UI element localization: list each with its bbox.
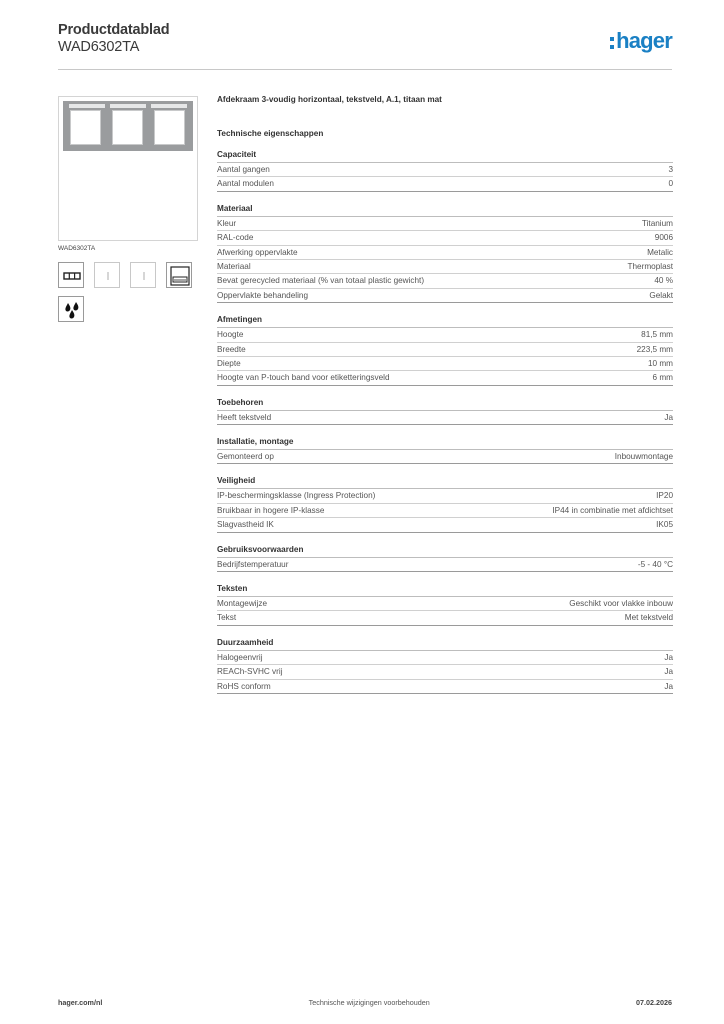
- spec-label: Hoogte van P-touch band voor etiketteringsveld: [217, 373, 390, 383]
- single-line-icon: [130, 262, 156, 288]
- spec-value: Inbouwmontage: [614, 452, 673, 462]
- spec-row: [217, 558, 673, 572]
- spec-value: 10 mm: [647, 358, 673, 368]
- tray-icon: [166, 262, 192, 288]
- product-image: [58, 96, 198, 241]
- spec-section: [217, 544, 673, 572]
- spec-value: Metalic: [647, 247, 673, 257]
- document-title: Productdatablad: [58, 22, 170, 38]
- spec-row: [217, 274, 673, 288]
- spec-value: 81,5 mm: [641, 330, 673, 340]
- section-title: Toebehoren: [217, 397, 673, 411]
- spec-label: Diepte: [217, 358, 241, 368]
- spec-value: Geschikt voor vlakke inbouw: [569, 599, 673, 609]
- spec-label: Afwerking oppervlakte: [217, 247, 298, 257]
- spec-section: [217, 583, 673, 626]
- spec-label: Montagewijze: [217, 599, 268, 609]
- spec-value: -5 - 40 °C: [637, 559, 673, 569]
- spec-section: [217, 397, 673, 425]
- spec-value: 9006: [654, 233, 673, 243]
- spec-label: Breedte: [217, 344, 246, 354]
- spec-label: Kleur: [217, 218, 237, 228]
- spec-row: [217, 289, 673, 303]
- spec-value: Gelakt: [649, 290, 673, 300]
- spec-section: [217, 149, 673, 192]
- product-description: Afdekraam 3-voudig horizontaal, tekstveld, A.1, titaan mat: [217, 95, 442, 104]
- hager-logo[interactable]: [610, 28, 672, 54]
- spec-label: REACh-SVHC vrij: [217, 667, 283, 677]
- spec-value: Ja: [664, 412, 673, 422]
- spec-value: 40 %: [654, 276, 673, 286]
- footer-notice: Technische wijzigingen voorbehouden: [308, 998, 430, 1007]
- spec-label: Oppervlakte behandeling: [217, 290, 309, 300]
- spec-row: [217, 450, 673, 464]
- spec-value: Thermoplast: [627, 261, 673, 271]
- spec-section: [217, 436, 673, 464]
- spec-row: [217, 357, 673, 371]
- spec-value: Ja: [664, 681, 673, 691]
- image-caption: WAD6302TA: [58, 245, 96, 252]
- section-title: Teksten: [217, 583, 673, 597]
- spec-value: 3: [668, 165, 673, 174]
- spec-row: [217, 217, 673, 231]
- spec-label: RAL-code: [217, 233, 254, 243]
- section-title: Veiligheid: [217, 475, 673, 489]
- spec-value: 0: [668, 179, 673, 189]
- spec-label: Bevat gerecycled materiaal (% van totaal plastic gewicht): [217, 276, 425, 286]
- spec-value: Ja: [664, 652, 673, 662]
- spec-row: [217, 651, 673, 665]
- spec-row: [217, 611, 673, 625]
- specifications: [217, 95, 673, 694]
- spec-value: 223,5 mm: [636, 344, 673, 354]
- feature-icons: [58, 262, 198, 288]
- spec-row: [217, 177, 673, 191]
- spec-section: [217, 314, 673, 386]
- spec-value: IP20: [656, 491, 673, 501]
- spec-row: [217, 260, 673, 274]
- spec-value: Ja: [664, 667, 673, 677]
- footer-website-link[interactable]: hager.com/nl: [58, 998, 103, 1007]
- spec-label: Slagvastheid IK: [217, 520, 274, 530]
- spec-row: [217, 246, 673, 260]
- triple-frame-icon: [58, 262, 84, 288]
- spec-row: [217, 597, 673, 611]
- spec-row: [217, 411, 673, 425]
- spec-label: Bedrijfstemperatuur: [217, 559, 289, 569]
- product-code: WAD6302TA: [58, 39, 140, 55]
- spec-label: Halogeenvrij: [217, 652, 263, 662]
- section-title: Duurzaamheid: [217, 637, 673, 651]
- spec-label: Heeft tekstveld: [217, 412, 272, 422]
- frame-illustration: [63, 101, 193, 151]
- section-title: Installatie, montage: [217, 436, 673, 450]
- spec-label: Materiaal: [217, 261, 251, 271]
- section-title: Gebruiksvoorwaarden: [217, 544, 673, 558]
- page-header: [58, 22, 672, 70]
- spec-row: [217, 343, 673, 357]
- spec-label: Aantal gangen: [217, 165, 270, 174]
- single-line-icon: [94, 262, 120, 288]
- spec-row: [217, 680, 673, 694]
- spec-value: Titanium: [641, 218, 673, 228]
- spec-row: [217, 665, 673, 679]
- spec-label: Tekst: [217, 613, 237, 623]
- footer-date: 07.02.2026: [636, 998, 672, 1007]
- section-title: Materiaal: [217, 203, 673, 217]
- spec-value: IP44 in combinatie met afdichtset: [552, 505, 673, 515]
- spec-row: [217, 371, 673, 385]
- spec-row: [217, 489, 673, 503]
- spec-sections: [217, 149, 673, 694]
- tech-properties-title: Technische eigenschappen: [217, 129, 324, 138]
- spec-label: Gemonteerd op: [217, 452, 274, 462]
- logo-dots-icon: [610, 37, 614, 49]
- spec-section: [217, 203, 673, 303]
- spec-row: [217, 231, 673, 245]
- logo-text: hager: [616, 28, 672, 53]
- spec-section: [217, 637, 673, 694]
- spec-label: Hoogte: [217, 330, 244, 340]
- spec-value: Met tekstveld: [624, 613, 673, 623]
- product-sidebar: [58, 96, 198, 322]
- section-title: Capaciteit: [217, 149, 673, 163]
- spec-section: [217, 475, 673, 532]
- spec-row: [217, 504, 673, 518]
- feature-icons-2: [58, 296, 198, 322]
- water-drops-icon: [58, 296, 84, 322]
- spec-row: [217, 518, 673, 532]
- spec-row: [217, 328, 673, 342]
- section-title: Afmetingen: [217, 314, 673, 328]
- page-footer: [58, 998, 672, 1007]
- spec-value: 6 mm: [652, 373, 673, 383]
- spec-value: IK05: [656, 520, 673, 530]
- spec-label: RoHS conform: [217, 681, 271, 691]
- spec-row: [217, 163, 673, 177]
- spec-label: IP-beschermingsklasse (Ingress Protection): [217, 491, 376, 501]
- spec-label: Bruikbaar in hogere IP-klasse: [217, 505, 325, 515]
- spec-label: Aantal modulen: [217, 179, 274, 189]
